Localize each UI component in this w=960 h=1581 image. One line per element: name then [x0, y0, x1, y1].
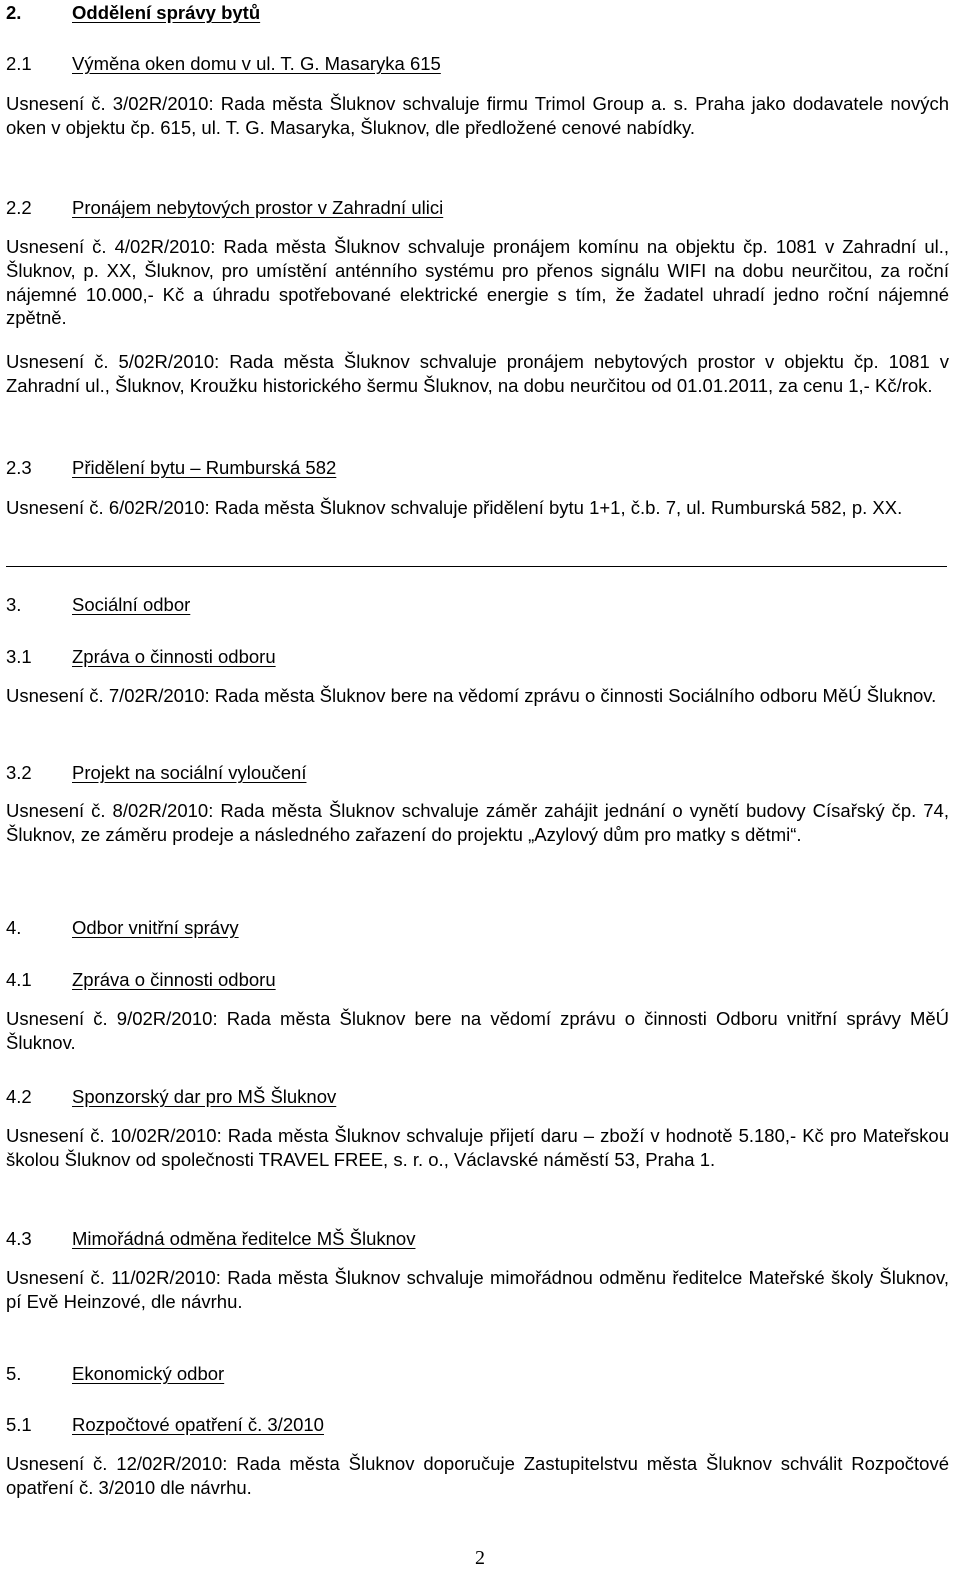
subsection-title: Sponzorský dar pro MŠ Šluknov — [72, 1086, 337, 1107]
subsection-title: Mimořádná odměna ředitelce MŠ Šluknov — [72, 1228, 416, 1249]
page-number: 2 — [475, 1547, 485, 1569]
resolution-4: Usnesení č. 4/02R/2010: Rada města Šluknov schvaluje pronájem komínu na objektu čp. 1081 v Zahradní ul., Šluknov, p. XX, Šluknov, pro umístění anténního systému pro přenos signálu WIFI na dobu neurčitou, za roční nájemné 10.000,- Kč a úhradu spotřebované elektrické energie s tím, že žadatel uhradí jedno roční nájemné zpětně. — [6, 236, 949, 329]
section-heading-5 — [6, 1362, 224, 1386]
subsection-title: Zpráva o činnosti odboru — [72, 646, 276, 667]
resolution-8: Usnesení č. 8/02R/2010: Rada města Šluknov schvaluje záměr zahájit jednání o vynětí budovy Císařský čp. 74, Šluknov, ze záměru prodeje a následného zařazení do projektu „Azylový dům pro matky s dětmi“. — [6, 800, 949, 845]
subsection-number: 4.1 — [6, 969, 32, 990]
subsection-heading-2-3 — [6, 456, 336, 480]
resolution-9: Usnesení č. 9/02R/2010: Rada města Šluknov bere na vědomí zprávu o činnosti Odboru vnitřní správy MěÚ Šluknov. — [6, 1008, 949, 1053]
subsection-heading-4-3 — [6, 1227, 415, 1251]
subsection-heading-2-2 — [6, 196, 443, 220]
resolution-7: Usnesení č. 7/02R/2010: Rada města Šluknov bere na vědomí zprávu o činnosti Sociálního odboru MěÚ Šluknov. — [6, 685, 937, 706]
subsection-number: 2.2 — [6, 197, 32, 218]
section-heading-3 — [6, 593, 190, 617]
section-heading-4 — [6, 916, 239, 940]
subsection-title: Pronájem nebytových prostor v Zahradní ulici — [72, 197, 444, 218]
section-title: Odbor vnitřní správy — [72, 917, 239, 938]
subsection-heading-4-2 — [6, 1085, 336, 1109]
resolution-3: Usnesení č. 3/02R/2010: Rada města Šluknov schvaluje firmu Trimol Group a. s. Praha jako dodavatele nových oken v objektu čp. 615, ul. T. G. Masaryka, Šluknov, dle předložené cenové nabídky. — [6, 93, 949, 138]
section-number: 5. — [6, 1363, 22, 1384]
section-divider — [6, 566, 947, 567]
subsection-number: 4.3 — [6, 1228, 32, 1249]
section-title: Ekonomický odbor — [72, 1363, 225, 1384]
resolution-6: Usnesení č. 6/02R/2010: Rada města Šluknov schvaluje přidělení bytu 1+1, č.b. 7, ul. Rumburská 582, p. XX. — [6, 497, 903, 518]
subsection-title: Zpráva o činnosti odboru — [72, 969, 276, 990]
subsection-number: 2.1 — [6, 53, 32, 74]
subsection-heading-4-1 — [6, 968, 276, 992]
subsection-number: 3.2 — [6, 762, 32, 783]
section-title: Sociální odbor — [72, 594, 191, 615]
subsection-title: Přidělení bytu – Rumburská 582 — [72, 457, 337, 478]
section-title: Oddělení správy bytů — [72, 2, 261, 23]
section-number: 3. — [6, 594, 22, 615]
subsection-heading-5-1 — [6, 1413, 324, 1437]
resolution-12: Usnesení č. 12/02R/2010: Rada města Šluknov doporučuje Zastupitelstvu města Šluknov schválit Rozpočtové opatření č. 3/2010 dle návrhu. — [6, 1453, 949, 1498]
resolution-5: Usnesení č. 5/02R/2010: Rada města Šluknov schvaluje pronájem nebytových prostor v objektu čp. 1081 v Zahradní ul., Šluknov, Kroužku historického šermu Šluknov, na dobu neurčitou od 01.01.2011, za cenu 1,- Kč/rok. — [6, 351, 949, 396]
subsection-heading-2-1 — [6, 52, 441, 76]
subsection-title: Projekt na sociální vyloučení — [72, 762, 307, 783]
section-number: 4. — [6, 917, 22, 938]
section-heading-2 — [6, 1, 260, 25]
subsection-number: 3.1 — [6, 646, 32, 667]
resolution-10: Usnesení č. 10/02R/2010: Rada města Šluknov schvaluje přijetí daru – zboží v hodnotě 5.180,- Kč pro Mateřskou školou Šluknov od společnosti TRAVEL FREE, s. r. o., Václavské náměstí 53, Praha 1. — [6, 1125, 949, 1170]
subsection-number: 5.1 — [6, 1414, 32, 1435]
subsection-number: 4.2 — [6, 1086, 32, 1107]
subsection-title: Výměna oken domu v ul. T. G. Masaryka 615 — [72, 53, 441, 74]
subsection-heading-3-2 — [6, 761, 306, 785]
section-number: 2. — [6, 2, 22, 23]
subsection-title: Rozpočtové opatření č. 3/2010 — [72, 1414, 324, 1435]
subsection-heading-3-1 — [6, 645, 276, 669]
subsection-number: 2.3 — [6, 457, 32, 478]
resolution-11: Usnesení č. 11/02R/2010: Rada města Šluknov schvaluje mimořádnou odměnu ředitelce Mateřské školy Šluknov, pí Evě Heinzové, dle návrhu. — [6, 1267, 949, 1312]
